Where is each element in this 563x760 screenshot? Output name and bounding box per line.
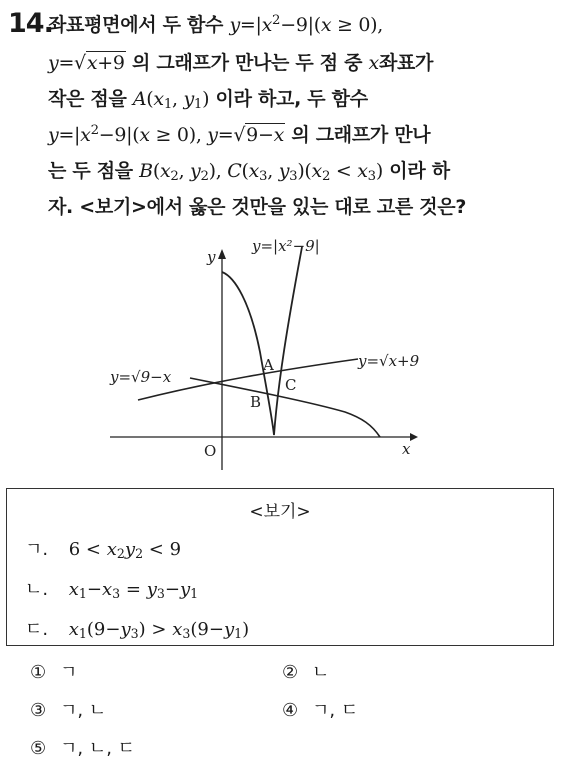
question-line-4: $y=|x^2-9|(x \ge 0)$, y=√9−x 의 그래프가 만나 xyxy=(48,123,431,146)
option-3[interactable]: ③ ㄱ, ㄴ xyxy=(30,700,107,721)
question-number: 14. xyxy=(8,8,53,39)
question-line-5: 는 두 점을 $B(x_2$, $y_2$), $C(x_3$, $y_3)(x_2 < x_3)$ 이라 하 xyxy=(48,160,450,184)
point-c-label: C xyxy=(285,376,297,394)
option-2[interactable]: ② ㄴ xyxy=(282,662,330,683)
curve-abs-quadratic xyxy=(222,247,302,435)
label-abs-quadratic: y=|x²−9| xyxy=(252,237,320,255)
point-a-label: A xyxy=(263,356,274,374)
statement-1: ㄱ. $6 < x_2y_2 < 9$ xyxy=(25,539,182,561)
statement-3: ㄷ. $x_1(9-y_3) > x_3(9-y_1)$ xyxy=(25,619,250,641)
label-sqrt-x-plus-9: y=√x+9 xyxy=(358,352,420,370)
bogi-box xyxy=(6,488,554,646)
question-line-3: 작은 점을 $A(x_1$, $y_1$) 이라 하고, 두 함수 xyxy=(48,88,368,112)
point-b-label: B xyxy=(250,393,262,411)
y-axis-arrow xyxy=(218,249,226,259)
bogi-title: <보기> xyxy=(249,502,311,522)
option-4[interactable]: ④ ㄱ, ㄷ xyxy=(282,700,359,721)
function-graph xyxy=(100,222,430,472)
option-1[interactable]: ① ㄱ xyxy=(30,662,78,683)
statement-2: ㄴ. $x_1-x_3 = y_3-y_1$ xyxy=(25,579,199,601)
question-line-6: 자. <보기>에서 옳은 것만을 있는 대로 고른 것은? xyxy=(48,196,467,218)
question-line-2: y=√x+9 의 그래프가 만나는 두 점 중 x좌표가 xyxy=(48,52,434,74)
label-sqrt-9-minus-x: y=√9−x xyxy=(110,368,172,386)
origin-label: O xyxy=(204,442,217,460)
question-line-1: 좌표평면에서 두 함수 $y=|x^2-9|(x \ge 0)$, xyxy=(48,13,383,36)
option-5[interactable]: ⑤ ㄱ, ㄴ, ㄷ xyxy=(30,738,136,759)
axis-y-label: y xyxy=(207,248,216,266)
axis-x-label: x xyxy=(402,440,411,458)
math-abs-func: y xyxy=(229,14,240,36)
x-axis-arrow xyxy=(410,433,418,441)
